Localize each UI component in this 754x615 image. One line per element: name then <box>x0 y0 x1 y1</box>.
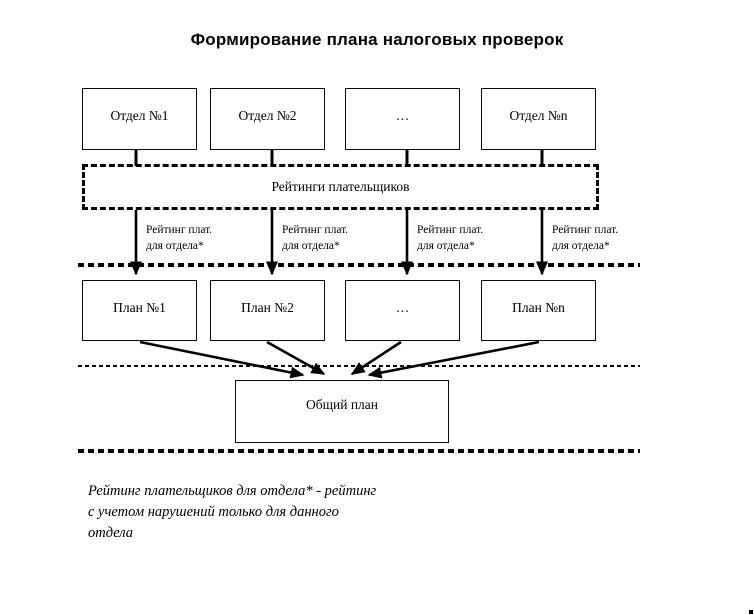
plan-box-1-label: План №1 <box>113 299 166 315</box>
arrow-label-2 <box>282 222 372 254</box>
dept-box-1-label: Отдел №1 <box>110 108 169 123</box>
plan-box-n-label: План №n <box>512 299 565 315</box>
arrow-label-4-line2: для отдела* <box>552 240 610 252</box>
arrow-label-3-line2: для отдела* <box>417 240 475 252</box>
ratings-box-label: Рейтинги плательщиков <box>271 179 410 194</box>
arrow-label-1-line2: для отдела* <box>146 240 204 252</box>
dashed-separator-2 <box>78 365 640 367</box>
page-corner-artifact <box>749 610 753 614</box>
arrow-label-4-line1: Рейтинг плат. <box>552 224 619 236</box>
dashed-separator-3 <box>78 449 640 453</box>
plan-box-1 <box>82 280 197 341</box>
arrow-label-2-line1: Рейтинг плат. <box>282 224 349 236</box>
arrow-label-3 <box>417 222 507 254</box>
plan-box-2 <box>210 280 325 341</box>
diagram-title: Формирование плана налоговых проверок <box>190 30 564 49</box>
dept-box-2-label: Отдел №2 <box>238 108 297 123</box>
dept-box-2 <box>210 88 325 150</box>
total-plan-box <box>235 380 449 443</box>
dept-box-1 <box>82 88 197 150</box>
footnote-line3: отдела <box>88 525 134 541</box>
converge-arrow-2 <box>267 342 324 374</box>
arrow-label-1-line1: Рейтинг плат. <box>146 224 213 236</box>
dept-box-ellipsis-label: … <box>395 108 410 123</box>
plan-box-2-label: План №2 <box>241 299 294 315</box>
dashed-separator-1 <box>78 263 640 267</box>
arrow-label-2-line2: для отдела* <box>282 240 340 252</box>
converge-arrow-1 <box>140 342 303 375</box>
arrow-label-1 <box>146 222 236 254</box>
plan-box-ellipsis-label: … <box>395 299 410 315</box>
dept-box-n-label: Отдел №n <box>509 108 568 123</box>
plan-to-total-arrows <box>140 342 539 375</box>
footnote <box>88 481 388 544</box>
arrow-label-4 <box>552 222 642 254</box>
converge-arrow-3 <box>352 342 401 374</box>
plan-box-ellipsis <box>345 280 460 341</box>
dept-box-ellipsis <box>345 88 460 150</box>
plan-box-n <box>481 280 596 341</box>
arrow-label-3-line1: Рейтинг плат. <box>417 224 484 236</box>
footnote-line1: Рейтинг плательщиков для отдела* - рейтинг <box>88 483 377 499</box>
footnote-line2: с учетом нарушений только для данного <box>88 504 339 520</box>
total-plan-label: Общий план <box>305 396 378 412</box>
dept-box-n <box>481 88 596 150</box>
ratings-box <box>82 164 599 210</box>
converge-arrow-4 <box>369 342 539 375</box>
